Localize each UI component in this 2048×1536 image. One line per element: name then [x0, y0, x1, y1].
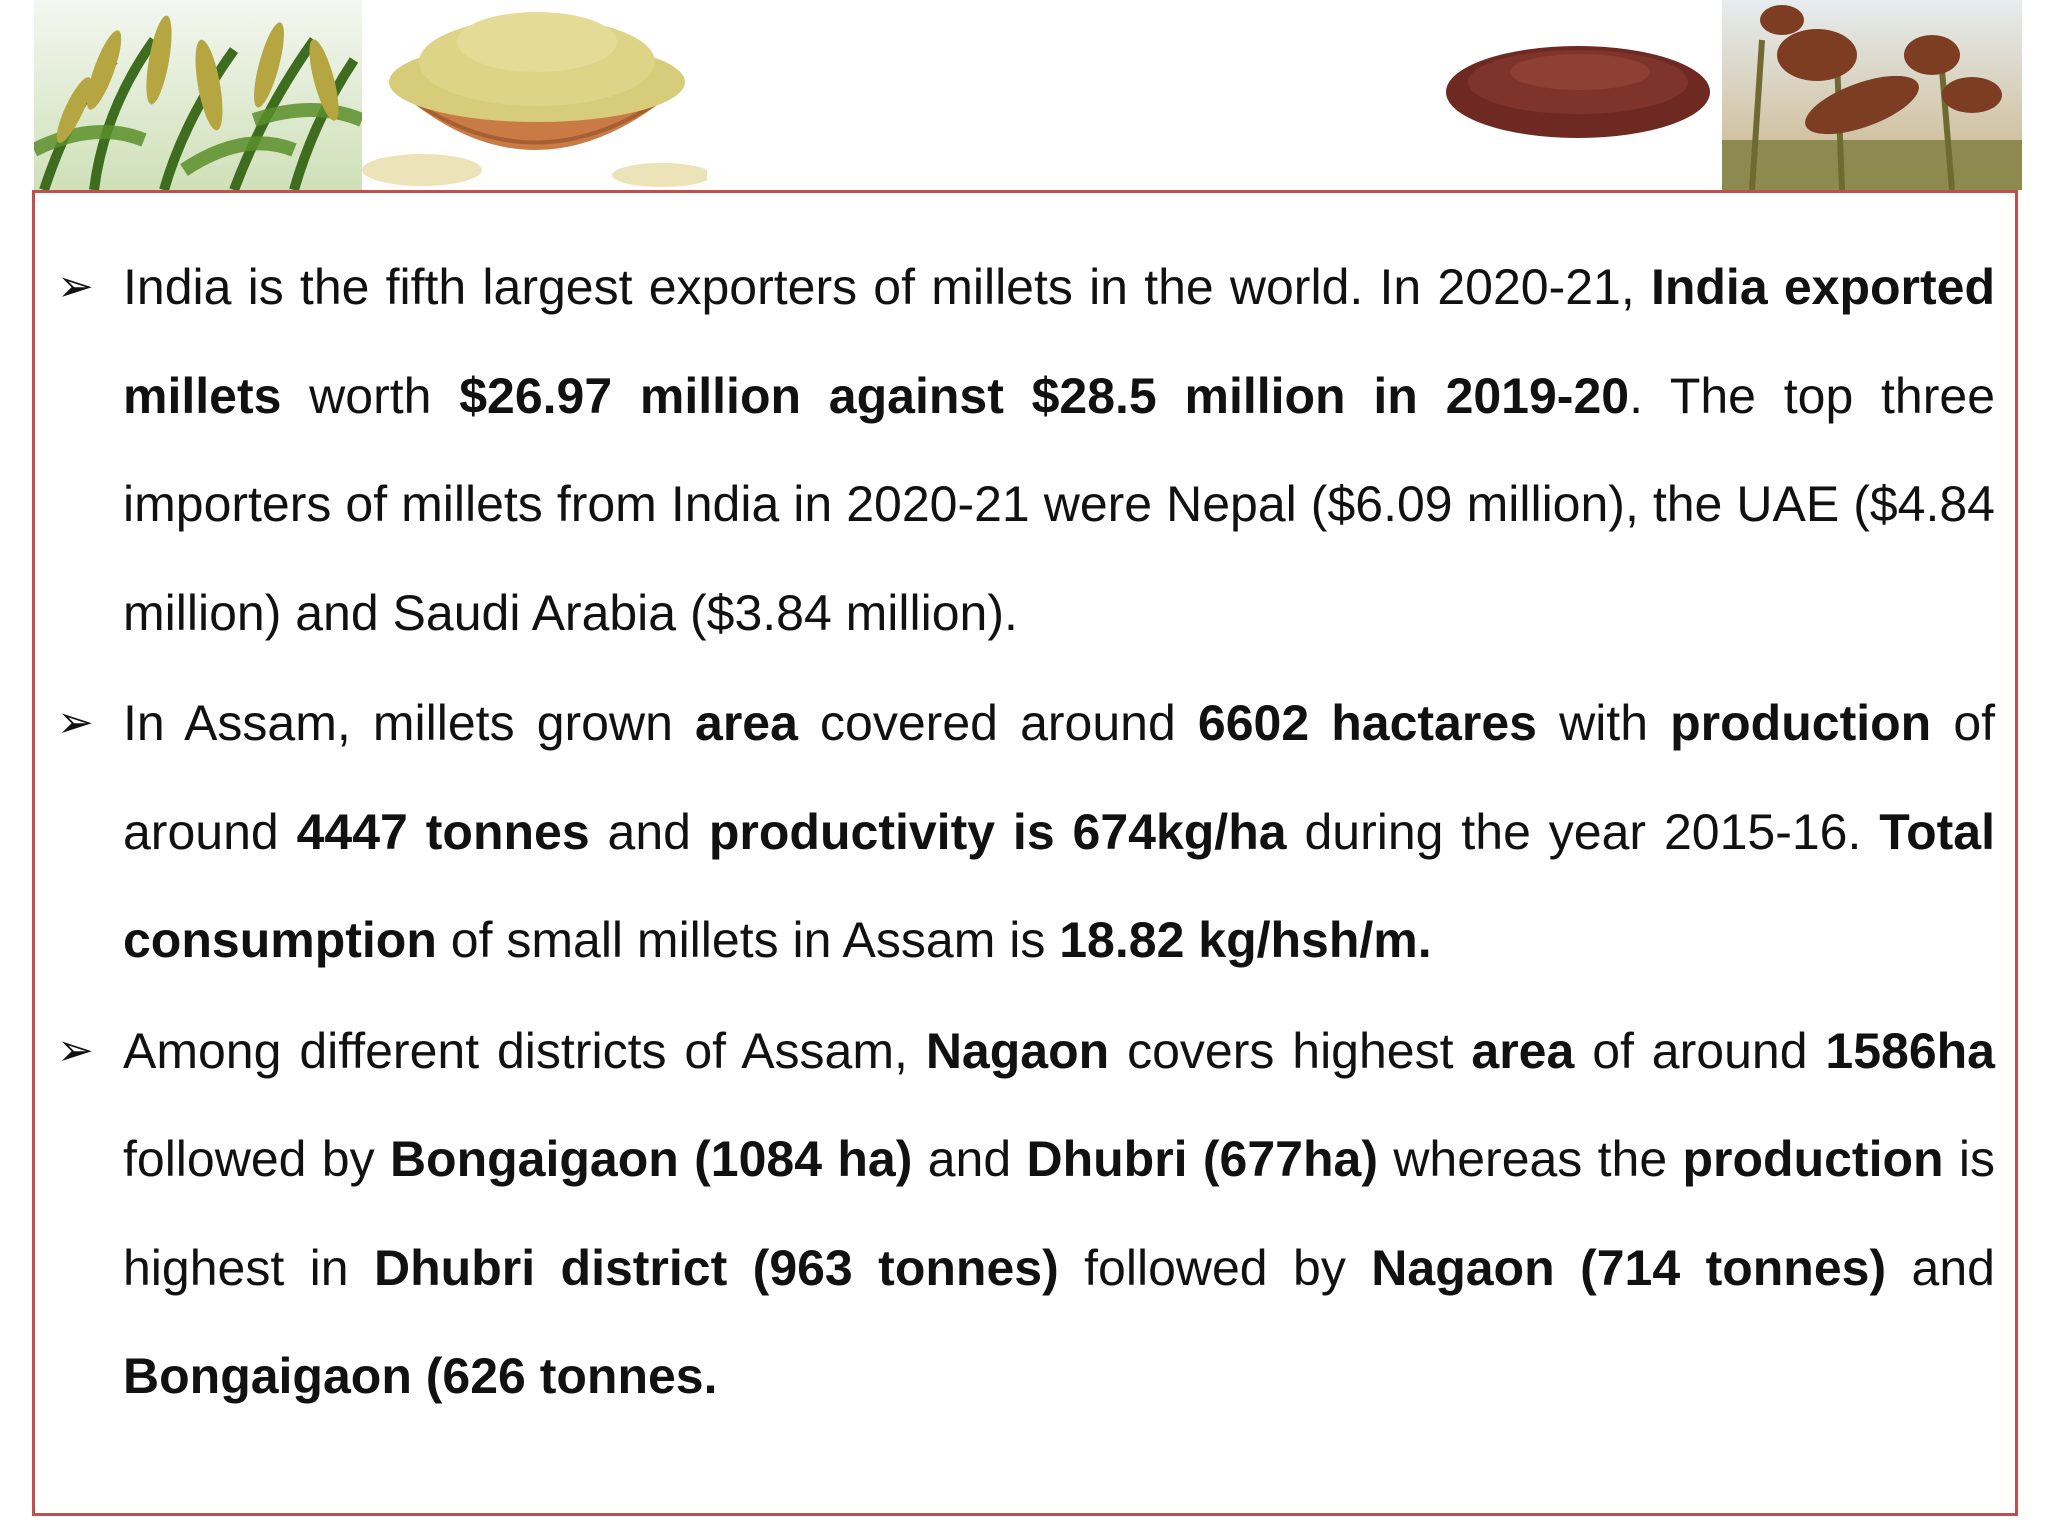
- text-run: and: [912, 1131, 1027, 1187]
- bullet-paragraph: [57, 669, 1996, 995]
- bold-text-run: Dhubri (677ha): [1026, 1131, 1378, 1187]
- bold-text-run: 1586ha: [1825, 1022, 1995, 1079]
- text-run: covers highest: [1109, 1022, 1472, 1079]
- text-run: worth: [281, 367, 460, 424]
- bold-text-run: Nagaon (714 tonnes): [1371, 1239, 1887, 1296]
- bold-text-run: area: [1471, 1022, 1575, 1079]
- text-run: Among different districts of Assam,: [123, 1022, 926, 1079]
- arrow-bullet-icon: ➢: [57, 1025, 94, 1075]
- bold-text-run: Bongaigaon (1084 ha): [389, 1131, 913, 1187]
- text-run: with: [1536, 695, 1671, 751]
- sorghum-head-photo: [1722, 0, 2022, 190]
- bold-text-run: 18.82 kg/hsh/m.: [1059, 912, 1432, 968]
- text-run: during the year 2015-16.: [1286, 803, 1880, 860]
- bold-text-run: India exported millets: [123, 259, 1995, 424]
- millet-plants-photo: [34, 0, 362, 190]
- text-run: . The top three importers of millets from India in 2020-21 were Nepal ($6.09 million), the UAE ($4.84 million) and Saudi Arabia ($3.84 million).: [123, 367, 1995, 641]
- text-run: covered around: [797, 695, 1198, 751]
- text-run: and: [589, 803, 709, 860]
- arrow-bullet-icon: ➢: [57, 262, 94, 311]
- bold-text-run: Total consumption: [123, 803, 1995, 968]
- text-run: whereas the: [1377, 1131, 1683, 1187]
- bold-text-run: production: [1682, 1131, 1944, 1187]
- content-box: [32, 190, 2018, 1516]
- millet-grain-bowl-photo: [362, 0, 707, 190]
- text-run: followed by: [123, 1131, 390, 1187]
- bold-text-run: area: [695, 695, 798, 751]
- bold-text-run: Nagaon: [925, 1022, 1110, 1079]
- text-run: In Assam, millets grown: [123, 695, 696, 751]
- text-run: of around: [123, 695, 1996, 860]
- bold-text-run: Dhubri district (963 tonnes): [374, 1239, 1059, 1296]
- arrow-bullet-icon: ➢: [57, 698, 94, 747]
- bullet-list: [57, 233, 1996, 1433]
- bullet-paragraph: [57, 233, 1995, 667]
- bold-text-run: production: [1670, 695, 1932, 751]
- bold-text-run: 6602 hactares: [1197, 695, 1537, 751]
- bold-text-run: productivity is 674kg/ha: [708, 803, 1287, 860]
- text-run: and: [1886, 1239, 1995, 1296]
- red-millet-grain-photo: [1430, 0, 1720, 190]
- bold-text-run: Bongaigaon (626 tonnes.: [123, 1348, 718, 1404]
- text-run: India is the fifth largest exporters of millets in the world. In 2020-21,: [123, 259, 1651, 315]
- text-run: of small millets in Assam is: [436, 912, 1060, 968]
- bold-text-run: $26.97 million against $28.5 million in 2019-20: [459, 367, 1630, 424]
- bullet-paragraph: [57, 997, 1996, 1431]
- text-run: followed by: [1058, 1239, 1372, 1296]
- text-run: of around: [1574, 1022, 1826, 1079]
- text-run: is highest in: [123, 1131, 1996, 1296]
- bold-text-run: 4447 tonnes: [296, 803, 590, 860]
